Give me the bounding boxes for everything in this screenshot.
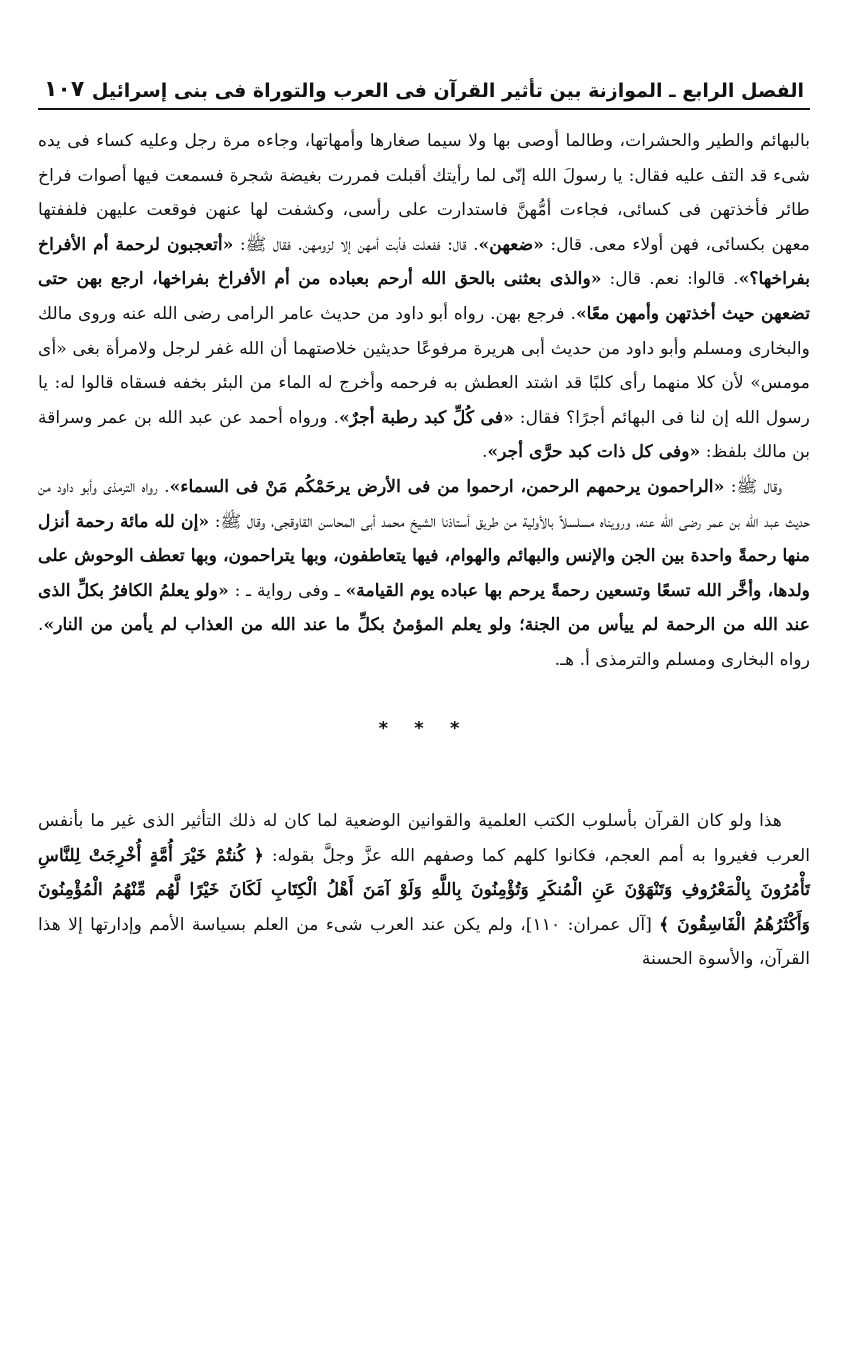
section-separator: * * * xyxy=(378,717,470,739)
hadith-quote: «أتعجبون لرحمة أم الأفراخ بفراخها؟» xyxy=(38,234,811,290)
page-number: ١٠٧ xyxy=(44,77,85,102)
text-run: . قال: ففعلت فأبت أمهن إلا لزومهن. فقال ﷺ: xyxy=(233,234,479,255)
hadith-quote: «فى كُلِّ كبد رطبة أجرٌ» xyxy=(338,407,514,428)
hadith-quote: «الراحمون يرحمهم الرحمن، ارحموا من فى الأرض يرحَمْكُم مَنْ فى السماء» xyxy=(169,476,725,497)
quran-verse: ﴿ كُنتُمْ خَيْرَ أُمَّةٍ أُخْرِجَتْ لِلنَّاسِ تَأْمُرُونَ بِالْمَعْرُوفِ وَتَنْهَوْنَ عَنِ الْمُنكَرِ وَتُؤْمِنُونَ بِاللَّهِ وَلَوْ آمَنَ أَهْلُ الْكِتَابِ لَكَانَ خَيْرًا لَّهُم مِّنْهُمُ الْمُؤْمِنُونَ وَأَكْثَرُهُمُ الْفَاسِقُونَ ﴾ xyxy=(38,845,810,935)
hadith-quote: «إن لله مائة رحمة أنزل منها رحمةً واحدة بين الجن والإنس والبهائم والهوام، فيها يتعاطفون، وبها يتراحمون، وبها تعطف الوحوش على ولدها، وأخَّر الله تسعًا وتسعين رحمةً يرحم بها عباده يوم القيامة» xyxy=(38,511,810,601)
page-body xyxy=(38,124,810,977)
running-header xyxy=(38,62,810,110)
hadith-quote: «ضعهن» xyxy=(478,234,544,255)
text-run: . ورواه أحمد عن عبد الله بن عمر وسراقة بن مالك بلفظ: xyxy=(38,407,810,463)
paragraph-2 xyxy=(38,470,810,678)
text-run: [آل عمران: ١١٠]، ولم يكن عند العرب شىء من العلم بسياسة الأمم وإدارتها إلا هذا القرآن، والأسوة الحسنة xyxy=(38,914,810,970)
text-run: . رواه البخارى ومسلم والترمذى أ. هـ. xyxy=(38,615,810,670)
text-run: ـ وفى رواية ـ : xyxy=(228,580,346,601)
hadith-quote: «ولو يعلمُ الكافرُ بكلِّ الذى عند الله من الرحمة لم ييأس من الجنة؛ ولو يعلم المؤمنُ بكلِّ ما عند الله من العذاب لم يأمن من النار» xyxy=(38,580,810,636)
hadith-quote: «والذى بعثنى بالحق الله أرحم بعباده من أم الأفراخ بفراخها، ارجع بهن حتى تضعهن حيث أخذتهن وأمهن معًا» xyxy=(38,269,810,324)
text-run: وقال ﷺ: xyxy=(724,476,782,497)
text-run: بالبهائم والطير والحشرات، وطالما أوصى بها ولا سيما صغارها وأمهاتها، وجاءه مرة رجل وعليه كساء فى يده شىء قد التف عليه فقال: يا رسولَ الله إنّى لما رأيتك أقبلت فمررت بغيضة شجرة فسمعت فيها أصوات فراخ طائر فأخذتهن فى كسائى، فجاءت أمُّهنَّ فاستدارت على رأسى، وكشفت لها عنهن فوقعت عليهن فلففتها معهن بكسائى، فهن أولاء معى. قال: xyxy=(38,131,810,255)
text-run: . قالوا: نعم. قال: xyxy=(601,269,739,290)
paragraph-1 xyxy=(38,124,810,470)
paragraph-3 xyxy=(38,804,810,977)
chapter-title: الفصل الرابع ـ الموازنة بين تأثير القرآن فى العرب والتوراة فى بنى إسرائيل xyxy=(91,80,804,102)
hadith-quote: «وفى كل ذات كبد حرَّى أجر» xyxy=(487,442,701,463)
book-page xyxy=(38,62,810,1342)
text-run: . فرجع بهن. رواه أبو داود من حديث عامر الرامى رضى الله عنه وروى مالك والبخارى ومسلم وأبو داود من حديث أبى هريرة مرفوعًا حديثين خلاصتهما أن الله غفر لرجل ولامرأة بغى «أى مومس» لأن كلا منهما رأى كلبًا قد اشتد العطش به فرحمه وأخرج له الماء من البئر بخفه فسقاه قالوا له: يا رسول الله إن لنا فى البهائم أجرًا؟ فقال: xyxy=(38,303,810,428)
text-run: . xyxy=(481,442,488,463)
text-run: . رواه الترمذى وأبو داود من حديث عبد الله بن عمر رضى الله عنه، ورويناه مسلسلاً بالأولية من طريق أستاذنا الشيخ محمد أبى المحاسن القاوقجى، وقال ﷺ: xyxy=(38,476,810,532)
text-run: هذا ولو كان القرآن بأسلوب الكتب العلمية والقوانين الوضعية لما كان له ذلك التأثير الذى غير ما بأنفس العرب فغيروا به أمم العجم، فكانوا كلهم كما وصفهم الله عزَّ وجلَّ بقوله: xyxy=(38,811,810,866)
